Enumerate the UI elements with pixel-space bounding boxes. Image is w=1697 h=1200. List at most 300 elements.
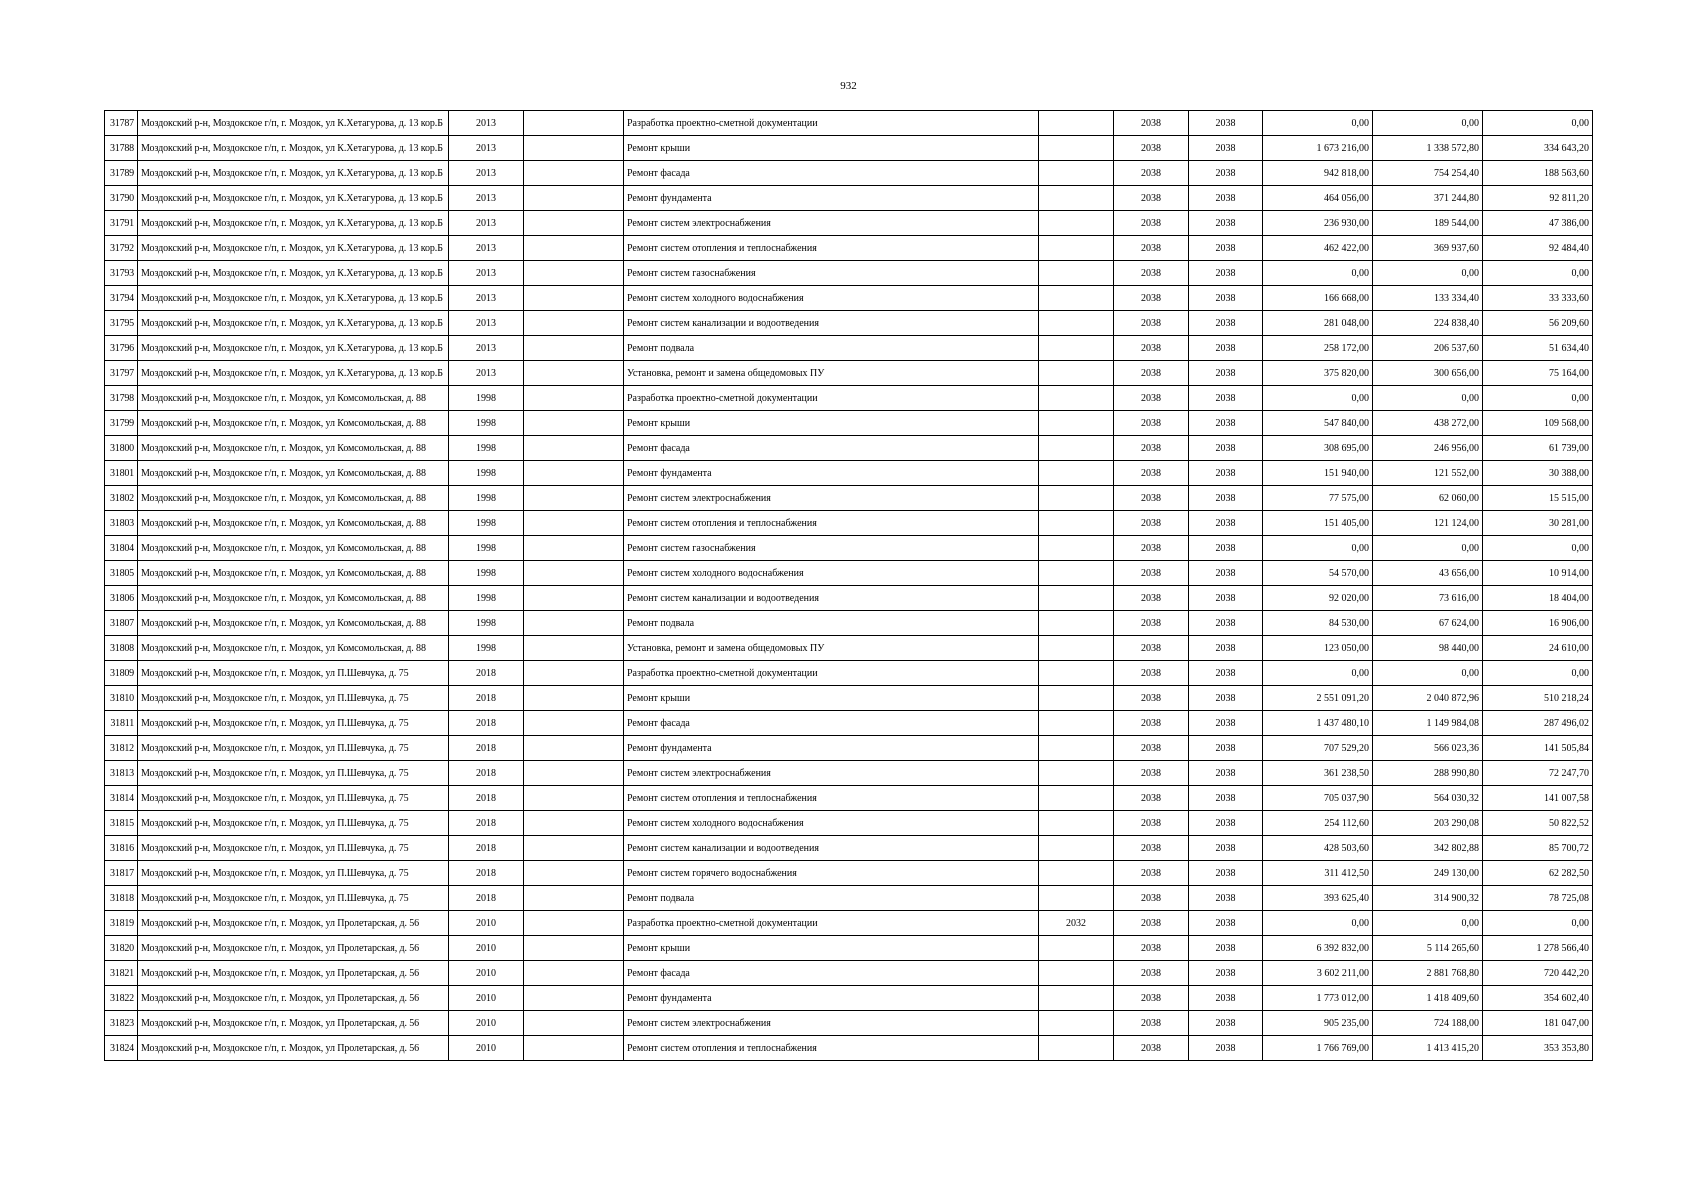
owner-cost: 16 906,00 xyxy=(1483,611,1593,636)
fund-cost: 371 244,80 xyxy=(1373,186,1483,211)
building-address: Моздокский р-н, Моздокское г/п, г. Моздок, ул Комсомольская, д. 88 xyxy=(138,386,449,411)
work-type: Разработка проектно-сметной документации xyxy=(624,386,1039,411)
period-end: 2038 xyxy=(1189,911,1263,936)
owner-cost: 51 634,40 xyxy=(1483,336,1593,361)
period-end: 2038 xyxy=(1189,611,1263,636)
total-cost: 464 056,00 xyxy=(1263,186,1373,211)
fund-cost: 1 418 409,60 xyxy=(1373,986,1483,1011)
commission-year: 2018 xyxy=(449,836,524,861)
planned-year xyxy=(1039,486,1114,511)
empty-cell xyxy=(524,861,624,886)
row-id: 31820 xyxy=(105,936,138,961)
period-end: 2038 xyxy=(1189,636,1263,661)
table-row xyxy=(105,561,1593,586)
row-id: 31810 xyxy=(105,686,138,711)
work-type: Ремонт систем электроснабжения xyxy=(624,486,1039,511)
owner-cost: 353 353,80 xyxy=(1483,1036,1593,1061)
table-row xyxy=(105,411,1593,436)
work-type: Ремонт подвала xyxy=(624,336,1039,361)
commission-year: 1998 xyxy=(449,611,524,636)
period-start: 2038 xyxy=(1114,936,1189,961)
fund-cost: 67 624,00 xyxy=(1373,611,1483,636)
period-start: 2038 xyxy=(1114,711,1189,736)
owner-cost: 287 496,02 xyxy=(1483,711,1593,736)
period-start: 2038 xyxy=(1114,761,1189,786)
owner-cost: 62 282,50 xyxy=(1483,861,1593,886)
work-type: Разработка проектно-сметной документации xyxy=(624,661,1039,686)
total-cost: 1 673 216,00 xyxy=(1263,136,1373,161)
row-id: 31787 xyxy=(105,111,138,136)
work-type: Ремонт систем электроснабжения xyxy=(624,761,1039,786)
row-id: 31808 xyxy=(105,636,138,661)
period-start: 2038 xyxy=(1114,311,1189,336)
empty-cell xyxy=(524,361,624,386)
row-id: 31817 xyxy=(105,861,138,886)
fund-cost: 566 023,36 xyxy=(1373,736,1483,761)
period-start: 2038 xyxy=(1114,236,1189,261)
fund-cost: 249 130,00 xyxy=(1373,861,1483,886)
planned-year xyxy=(1039,836,1114,861)
empty-cell xyxy=(524,186,624,211)
empty-cell xyxy=(524,411,624,436)
empty-cell xyxy=(524,211,624,236)
period-end: 2038 xyxy=(1189,336,1263,361)
planned-year xyxy=(1039,1036,1114,1061)
building-address: Моздокский р-н, Моздокское г/п, г. Моздок, ул К.Хетагурова, д. 13 кор.Б xyxy=(138,361,449,386)
commission-year: 1998 xyxy=(449,436,524,461)
building-address: Моздокский р-н, Моздокское г/п, г. Моздок, ул Пролетарская, д. 56 xyxy=(138,911,449,936)
fund-cost: 246 956,00 xyxy=(1373,436,1483,461)
owner-cost: 0,00 xyxy=(1483,911,1593,936)
row-id: 31789 xyxy=(105,161,138,186)
commission-year: 2013 xyxy=(449,336,524,361)
commission-year: 2018 xyxy=(449,811,524,836)
fund-cost: 1 338 572,80 xyxy=(1373,136,1483,161)
fund-cost: 43 656,00 xyxy=(1373,561,1483,586)
planned-year xyxy=(1039,511,1114,536)
period-start: 2038 xyxy=(1114,511,1189,536)
building-address: Моздокский р-н, Моздокское г/п, г. Моздок, ул П.Шевчука, д. 75 xyxy=(138,761,449,786)
planned-year xyxy=(1039,161,1114,186)
planned-year xyxy=(1039,136,1114,161)
planned-year xyxy=(1039,386,1114,411)
owner-cost: 47 386,00 xyxy=(1483,211,1593,236)
table-row xyxy=(105,711,1593,736)
work-type: Ремонт систем отопления и теплоснабжения xyxy=(624,1036,1039,1061)
empty-cell xyxy=(524,586,624,611)
planned-year xyxy=(1039,686,1114,711)
empty-cell xyxy=(524,911,624,936)
total-cost: 707 529,20 xyxy=(1263,736,1373,761)
commission-year: 2010 xyxy=(449,961,524,986)
commission-year: 2013 xyxy=(449,136,524,161)
owner-cost: 109 568,00 xyxy=(1483,411,1593,436)
row-id: 31822 xyxy=(105,986,138,1011)
fund-cost: 133 334,40 xyxy=(1373,286,1483,311)
period-end: 2038 xyxy=(1189,186,1263,211)
building-address: Моздокский р-н, Моздокское г/п, г. Моздок, ул Комсомольская, д. 88 xyxy=(138,586,449,611)
period-start: 2038 xyxy=(1114,811,1189,836)
owner-cost: 85 700,72 xyxy=(1483,836,1593,861)
empty-cell xyxy=(524,961,624,986)
building-address: Моздокский р-н, Моздокское г/п, г. Моздок, ул К.Хетагурова, д. 13 кор.Б xyxy=(138,161,449,186)
table-row xyxy=(105,386,1593,411)
building-address: Моздокский р-н, Моздокское г/п, г. Моздок, ул П.Шевчука, д. 75 xyxy=(138,661,449,686)
planned-year xyxy=(1039,886,1114,911)
work-type: Ремонт крыши xyxy=(624,136,1039,161)
work-type: Разработка проектно-сметной документации xyxy=(624,911,1039,936)
work-type: Ремонт фундамента xyxy=(624,186,1039,211)
fund-cost: 0,00 xyxy=(1373,911,1483,936)
owner-cost: 72 247,70 xyxy=(1483,761,1593,786)
total-cost: 942 818,00 xyxy=(1263,161,1373,186)
row-id: 31796 xyxy=(105,336,138,361)
period-start: 2038 xyxy=(1114,611,1189,636)
table-row xyxy=(105,461,1593,486)
register-body xyxy=(105,111,1593,1061)
building-address: Моздокский р-н, Моздокское г/п, г. Моздок, ул Пролетарская, д. 56 xyxy=(138,961,449,986)
fund-cost: 0,00 xyxy=(1373,661,1483,686)
period-end: 2038 xyxy=(1189,361,1263,386)
period-end: 2038 xyxy=(1189,786,1263,811)
owner-cost: 10 914,00 xyxy=(1483,561,1593,586)
fund-cost: 0,00 xyxy=(1373,111,1483,136)
period-end: 2038 xyxy=(1189,436,1263,461)
commission-year: 1998 xyxy=(449,411,524,436)
fund-cost: 438 272,00 xyxy=(1373,411,1483,436)
commission-year: 1998 xyxy=(449,586,524,611)
empty-cell xyxy=(524,686,624,711)
table-row xyxy=(105,886,1593,911)
work-type: Ремонт систем холодного водоснабжения xyxy=(624,811,1039,836)
work-type: Ремонт систем газоснабжения xyxy=(624,261,1039,286)
commission-year: 2018 xyxy=(449,886,524,911)
period-start: 2038 xyxy=(1114,436,1189,461)
period-end: 2038 xyxy=(1189,761,1263,786)
owner-cost: 78 725,08 xyxy=(1483,886,1593,911)
period-start: 2038 xyxy=(1114,736,1189,761)
table-row xyxy=(105,161,1593,186)
table-row xyxy=(105,361,1593,386)
work-type: Ремонт систем канализации и водоотведения xyxy=(624,586,1039,611)
period-start: 2038 xyxy=(1114,286,1189,311)
total-cost: 84 530,00 xyxy=(1263,611,1373,636)
fund-cost: 754 254,40 xyxy=(1373,161,1483,186)
period-end: 2038 xyxy=(1189,886,1263,911)
building-address: Моздокский р-н, Моздокское г/п, г. Моздок, ул П.Шевчука, д. 75 xyxy=(138,786,449,811)
table-row xyxy=(105,736,1593,761)
empty-cell xyxy=(524,836,624,861)
total-cost: 705 037,90 xyxy=(1263,786,1373,811)
period-start: 2038 xyxy=(1114,411,1189,436)
period-end: 2038 xyxy=(1189,836,1263,861)
total-cost: 393 625,40 xyxy=(1263,886,1373,911)
building-address: Моздокский р-н, Моздокское г/п, г. Моздок, ул П.Шевчука, д. 75 xyxy=(138,861,449,886)
period-start: 2038 xyxy=(1114,586,1189,611)
work-type: Ремонт фасада xyxy=(624,436,1039,461)
empty-cell xyxy=(524,136,624,161)
planned-year xyxy=(1039,936,1114,961)
owner-cost: 0,00 xyxy=(1483,111,1593,136)
total-cost: 0,00 xyxy=(1263,911,1373,936)
total-cost: 254 112,60 xyxy=(1263,811,1373,836)
commission-year: 1998 xyxy=(449,461,524,486)
table-row xyxy=(105,961,1593,986)
commission-year: 2018 xyxy=(449,861,524,886)
table-row xyxy=(105,661,1593,686)
period-end: 2038 xyxy=(1189,486,1263,511)
owner-cost: 30 281,00 xyxy=(1483,511,1593,536)
building-address: Моздокский р-н, Моздокское г/п, г. Моздок, ул П.Шевчука, д. 75 xyxy=(138,736,449,761)
total-cost: 123 050,00 xyxy=(1263,636,1373,661)
work-type: Ремонт систем отопления и теплоснабжения xyxy=(624,786,1039,811)
period-start: 2038 xyxy=(1114,561,1189,586)
building-address: Моздокский р-н, Моздокское г/п, г. Моздок, ул К.Хетагурова, д. 13 кор.Б xyxy=(138,286,449,311)
building-address: Моздокский р-н, Моздокское г/п, г. Моздок, ул П.Шевчука, д. 75 xyxy=(138,686,449,711)
owner-cost: 30 388,00 xyxy=(1483,461,1593,486)
planned-year xyxy=(1039,311,1114,336)
work-type: Установка, ремонт и замена общедомовых ПУ xyxy=(624,636,1039,661)
period-end: 2038 xyxy=(1189,1011,1263,1036)
planned-year xyxy=(1039,411,1114,436)
empty-cell xyxy=(524,436,624,461)
total-cost: 547 840,00 xyxy=(1263,411,1373,436)
planned-year: 2032 xyxy=(1039,911,1114,936)
fund-cost: 224 838,40 xyxy=(1373,311,1483,336)
period-end: 2038 xyxy=(1189,511,1263,536)
period-end: 2038 xyxy=(1189,536,1263,561)
work-type: Разработка проектно-сметной документации xyxy=(624,111,1039,136)
building-address: Моздокский р-н, Моздокское г/п, г. Моздок, ул П.Шевчука, д. 75 xyxy=(138,711,449,736)
building-address: Моздокский р-н, Моздокское г/п, г. Моздок, ул Комсомольская, д. 88 xyxy=(138,536,449,561)
owner-cost: 56 209,60 xyxy=(1483,311,1593,336)
fund-cost: 98 440,00 xyxy=(1373,636,1483,661)
empty-cell xyxy=(524,561,624,586)
planned-year xyxy=(1039,636,1114,661)
table-row xyxy=(105,686,1593,711)
building-address: Моздокский р-н, Моздокское г/п, г. Моздок, ул П.Шевчука, д. 75 xyxy=(138,836,449,861)
fund-cost: 300 656,00 xyxy=(1373,361,1483,386)
planned-year xyxy=(1039,786,1114,811)
building-address: Моздокский р-н, Моздокское г/п, г. Моздок, ул К.Хетагурова, д. 13 кор.Б xyxy=(138,186,449,211)
work-type: Ремонт систем канализации и водоотведения xyxy=(624,311,1039,336)
table-row xyxy=(105,611,1593,636)
owner-cost: 50 822,52 xyxy=(1483,811,1593,836)
planned-year xyxy=(1039,611,1114,636)
planned-year xyxy=(1039,361,1114,386)
total-cost: 3 602 211,00 xyxy=(1263,961,1373,986)
work-type: Ремонт фундамента xyxy=(624,986,1039,1011)
owner-cost: 61 739,00 xyxy=(1483,436,1593,461)
empty-cell xyxy=(524,536,624,561)
row-id: 31813 xyxy=(105,761,138,786)
total-cost: 0,00 xyxy=(1263,536,1373,561)
building-address: Моздокский р-н, Моздокское г/п, г. Моздок, ул П.Шевчука, д. 75 xyxy=(138,811,449,836)
work-type: Ремонт подвала xyxy=(624,886,1039,911)
work-type: Ремонт систем холодного водоснабжения xyxy=(624,561,1039,586)
owner-cost: 18 404,00 xyxy=(1483,586,1593,611)
commission-year: 2010 xyxy=(449,911,524,936)
total-cost: 308 695,00 xyxy=(1263,436,1373,461)
owner-cost: 24 610,00 xyxy=(1483,636,1593,661)
table-row xyxy=(105,286,1593,311)
building-address: Моздокский р-н, Моздокское г/п, г. Моздок, ул К.Хетагурова, д. 13 кор.Б xyxy=(138,336,449,361)
period-end: 2038 xyxy=(1189,686,1263,711)
work-type: Ремонт фасада xyxy=(624,161,1039,186)
commission-year: 2010 xyxy=(449,1036,524,1061)
empty-cell xyxy=(524,386,624,411)
fund-cost: 121 552,00 xyxy=(1373,461,1483,486)
work-type: Ремонт крыши xyxy=(624,411,1039,436)
building-address: Моздокский р-н, Моздокское г/п, г. Моздок, ул Пролетарская, д. 56 xyxy=(138,936,449,961)
total-cost: 258 172,00 xyxy=(1263,336,1373,361)
commission-year: 2018 xyxy=(449,786,524,811)
owner-cost: 720 442,20 xyxy=(1483,961,1593,986)
building-address: Моздокский р-н, Моздокское г/п, г. Моздок, ул Комсомольская, д. 88 xyxy=(138,511,449,536)
fund-cost: 0,00 xyxy=(1373,386,1483,411)
owner-cost: 181 047,00 xyxy=(1483,1011,1593,1036)
total-cost: 462 422,00 xyxy=(1263,236,1373,261)
owner-cost: 188 563,60 xyxy=(1483,161,1593,186)
commission-year: 2018 xyxy=(449,686,524,711)
commission-year: 2013 xyxy=(449,161,524,186)
total-cost: 0,00 xyxy=(1263,111,1373,136)
building-address: Моздокский р-н, Моздокское г/п, г. Моздок, ул Комсомольская, д. 88 xyxy=(138,611,449,636)
row-id: 31797 xyxy=(105,361,138,386)
planned-year xyxy=(1039,661,1114,686)
building-address: Моздокский р-н, Моздокское г/п, г. Моздок, ул К.Хетагурова, д. 13 кор.Б xyxy=(138,236,449,261)
table-row xyxy=(105,211,1593,236)
work-type: Ремонт фасада xyxy=(624,961,1039,986)
work-type: Ремонт систем холодного водоснабжения xyxy=(624,286,1039,311)
commission-year: 1998 xyxy=(449,386,524,411)
period-start: 2038 xyxy=(1114,861,1189,886)
period-end: 2038 xyxy=(1189,411,1263,436)
row-id: 31793 xyxy=(105,261,138,286)
empty-cell xyxy=(524,511,624,536)
planned-year xyxy=(1039,711,1114,736)
fund-cost: 62 060,00 xyxy=(1373,486,1483,511)
fund-cost: 2 040 872,96 xyxy=(1373,686,1483,711)
work-type: Ремонт фундамента xyxy=(624,461,1039,486)
empty-cell xyxy=(524,461,624,486)
period-start: 2038 xyxy=(1114,661,1189,686)
commission-year: 2018 xyxy=(449,761,524,786)
period-end: 2038 xyxy=(1189,861,1263,886)
table-row xyxy=(105,1011,1593,1036)
period-end: 2038 xyxy=(1189,811,1263,836)
building-address: Моздокский р-н, Моздокское г/п, г. Моздок, ул Комсомольская, д. 88 xyxy=(138,411,449,436)
period-end: 2038 xyxy=(1189,461,1263,486)
table-row xyxy=(105,236,1593,261)
commission-year: 2013 xyxy=(449,361,524,386)
row-id: 31805 xyxy=(105,561,138,586)
period-end: 2038 xyxy=(1189,586,1263,611)
fund-cost: 342 802,88 xyxy=(1373,836,1483,861)
planned-year xyxy=(1039,561,1114,586)
empty-cell xyxy=(524,286,624,311)
empty-cell xyxy=(524,661,624,686)
page-number: 932 xyxy=(840,80,857,92)
period-start: 2038 xyxy=(1114,111,1189,136)
register-table xyxy=(104,110,1593,1061)
table-row xyxy=(105,511,1593,536)
row-id: 31791 xyxy=(105,211,138,236)
owner-cost: 141 505,84 xyxy=(1483,736,1593,761)
row-id: 31795 xyxy=(105,311,138,336)
total-cost: 151 940,00 xyxy=(1263,461,1373,486)
owner-cost: 0,00 xyxy=(1483,661,1593,686)
period-end: 2038 xyxy=(1189,386,1263,411)
period-start: 2038 xyxy=(1114,486,1189,511)
empty-cell xyxy=(524,711,624,736)
total-cost: 428 503,60 xyxy=(1263,836,1373,861)
period-start: 2038 xyxy=(1114,461,1189,486)
total-cost: 1 773 012,00 xyxy=(1263,986,1373,1011)
commission-year: 2013 xyxy=(449,211,524,236)
commission-year: 2018 xyxy=(449,711,524,736)
table-row xyxy=(105,861,1593,886)
work-type: Ремонт крыши xyxy=(624,936,1039,961)
table-row xyxy=(105,261,1593,286)
period-start: 2038 xyxy=(1114,786,1189,811)
building-address: Моздокский р-н, Моздокское г/п, г. Моздок, ул К.Хетагурова, д. 13 кор.Б xyxy=(138,111,449,136)
building-address: Моздокский р-н, Моздокское г/п, г. Моздок, ул Пролетарская, д. 56 xyxy=(138,1036,449,1061)
table-row xyxy=(105,986,1593,1011)
work-type: Ремонт фундамента xyxy=(624,736,1039,761)
empty-cell xyxy=(524,736,624,761)
fund-cost: 203 290,08 xyxy=(1373,811,1483,836)
fund-cost: 2 881 768,80 xyxy=(1373,961,1483,986)
work-type: Ремонт крыши xyxy=(624,686,1039,711)
work-type: Ремонт систем электроснабжения xyxy=(624,211,1039,236)
table-row xyxy=(105,136,1593,161)
total-cost: 77 575,00 xyxy=(1263,486,1373,511)
commission-year: 1998 xyxy=(449,636,524,661)
work-type: Ремонт систем электроснабжения xyxy=(624,1011,1039,1036)
owner-cost: 75 164,00 xyxy=(1483,361,1593,386)
period-start: 2038 xyxy=(1114,1036,1189,1061)
period-start: 2038 xyxy=(1114,361,1189,386)
table-row xyxy=(105,536,1593,561)
fund-cost: 0,00 xyxy=(1373,536,1483,561)
period-end: 2038 xyxy=(1189,936,1263,961)
total-cost: 0,00 xyxy=(1263,261,1373,286)
work-type: Ремонт систем газоснабжения xyxy=(624,536,1039,561)
total-cost: 375 820,00 xyxy=(1263,361,1373,386)
period-start: 2038 xyxy=(1114,911,1189,936)
row-id: 31819 xyxy=(105,911,138,936)
owner-cost: 92 484,40 xyxy=(1483,236,1593,261)
period-start: 2038 xyxy=(1114,386,1189,411)
planned-year xyxy=(1039,111,1114,136)
table-row xyxy=(105,186,1593,211)
fund-cost: 5 114 265,60 xyxy=(1373,936,1483,961)
row-id: 31803 xyxy=(105,511,138,536)
table-row xyxy=(105,911,1593,936)
period-end: 2038 xyxy=(1189,711,1263,736)
empty-cell xyxy=(524,486,624,511)
total-cost: 236 930,00 xyxy=(1263,211,1373,236)
owner-cost: 354 602,40 xyxy=(1483,986,1593,1011)
table-row xyxy=(105,636,1593,661)
commission-year: 2010 xyxy=(449,986,524,1011)
commission-year: 1998 xyxy=(449,561,524,586)
owner-cost: 1 278 566,40 xyxy=(1483,936,1593,961)
planned-year xyxy=(1039,261,1114,286)
building-address: Моздокский р-н, Моздокское г/п, г. Моздок, ул Комсомольская, д. 88 xyxy=(138,561,449,586)
period-start: 2038 xyxy=(1114,1011,1189,1036)
